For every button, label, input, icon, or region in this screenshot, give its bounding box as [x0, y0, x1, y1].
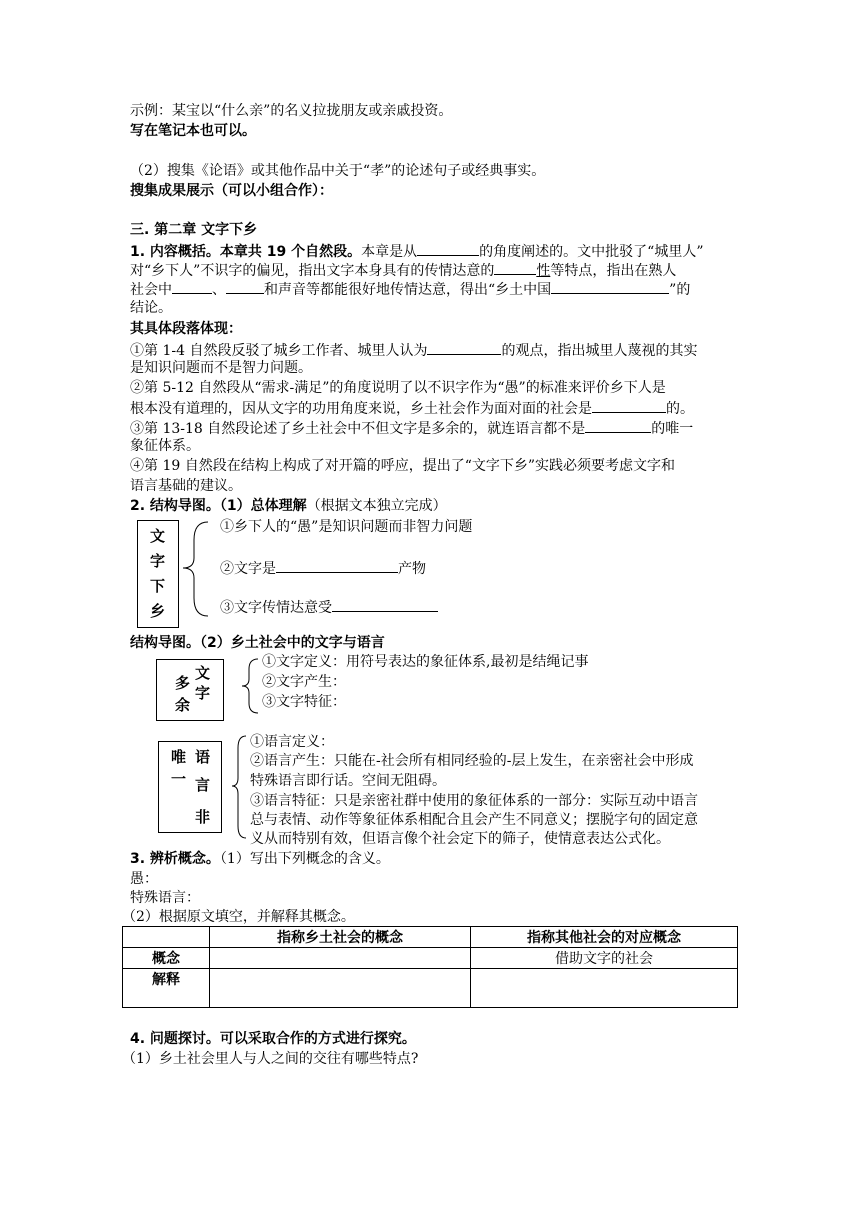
box-char: 唯 [171, 748, 187, 766]
text: 等特点，指出在熟人 [550, 263, 677, 279]
detail-4-line-1: ④第 19 自然段在结构上构成了对开篇的呼应，提出了“文字下乡”实践必须要考虑文字和 [130, 458, 676, 474]
fill-blank[interactable] [427, 340, 501, 355]
map-1-item-3 [220, 597, 438, 618]
map-2-brace-2 [230, 734, 248, 844]
table-header-cell: 指称乡土社会的概念 [210, 927, 471, 948]
fill-blank[interactable] [551, 279, 669, 294]
detail-4-line-2: 语言基础的建议。 [130, 478, 242, 494]
fill-blank[interactable] [592, 398, 666, 413]
map-1-heading [130, 497, 447, 516]
table-cell: 借助文字的社会 [471, 948, 738, 969]
text: ②文字是 [220, 561, 276, 577]
concepts-heading [130, 850, 390, 869]
map-2-box-language [158, 741, 222, 833]
table-cell: 概念 [123, 948, 210, 969]
text: 的观点，指出城里人蔑视的其实 [501, 343, 698, 359]
text: ”的 [669, 282, 691, 298]
text: 2. 结构导图。（1）总体理解 [130, 498, 307, 514]
text: 的角度阐述的。文中批驳了“城里人” [479, 244, 704, 260]
text: 的。 [666, 401, 694, 417]
map-2-box-1-item: ③文字特征： [262, 694, 346, 710]
text: 的唯一 [651, 421, 694, 437]
text: 社会中 [130, 282, 172, 298]
fill-blank[interactable] [417, 241, 479, 256]
table-cell[interactable] [471, 969, 738, 1008]
map-2-box-2-item: 总与表情、动作等象征体系相配合且会产生不同意义；摆脱字句的固定意 [250, 812, 698, 828]
map-2-box-surplus [156, 659, 224, 721]
concept-special-language: 特殊语言： [130, 890, 200, 906]
section-3-heading: 三. 第二章 文字下乡 [130, 222, 258, 238]
text: 3. 辨析概念。 [130, 851, 220, 867]
table-row [123, 948, 738, 969]
fill-blank[interactable] [585, 418, 651, 433]
fill-blank[interactable] [226, 279, 264, 294]
map-1-item-1: ①乡下人的“愚”是知识问题而非智力问题 [220, 519, 473, 535]
table-header-cell [123, 927, 210, 948]
content-summary-line-1 [130, 241, 704, 262]
table-cell[interactable] [210, 948, 471, 969]
map-2-box-2-item: ②语言产生：只能在-社会所有相同经验的-层上发生，在亲密社会中形成 [250, 753, 694, 769]
section-4-heading: 4. 问题探讨。可以采取合作的方式进行探究。 [130, 1031, 416, 1047]
detail-2-line-2 [130, 398, 694, 419]
box-char: 文 [195, 664, 211, 682]
detail-heading: 其具体段落体现： [130, 321, 242, 337]
notebook-note: 写在笔记本也可以。 [130, 123, 256, 139]
detail-1-line-2: 是知识问题而不是智力问题。 [130, 360, 312, 376]
text: 和声音等都能很好地传情达意，得出“乡土中国 [264, 282, 552, 298]
content-summary-line-3 [130, 279, 690, 300]
table-cell[interactable] [210, 969, 471, 1008]
box-char: 文 [150, 527, 166, 545]
box-char: 语 [195, 748, 211, 766]
text: ③文字传情达意受 [220, 600, 332, 616]
table-header-cell: 指称其他社会的对应概念 [471, 927, 738, 948]
map-2-box-1-item: ②文字产生： [262, 674, 346, 690]
text: 产物 [398, 561, 426, 577]
fill-blank[interactable] [172, 279, 212, 294]
text: 、 [212, 282, 226, 298]
map-2-box-1-item: ①文字定义：用符号表达的象征体系,最初是结绳记事 [262, 654, 589, 670]
concept-yu: 愚： [130, 871, 158, 887]
example-text: 示例：某宝以“什么亲”的名义拉拢朋友或亲戚投资。 [130, 103, 453, 119]
fill-blank[interactable] [276, 558, 398, 573]
section-4-question-1: （1）乡土社会里人与人之间的交往有哪些特点? [122, 1051, 419, 1067]
task-2-result-label: 搜集成果展示（可以小组合作）： [130, 183, 333, 199]
box-char: 字 [195, 684, 211, 702]
detail-1-line-1 [130, 340, 697, 361]
box-char: 余 [175, 696, 191, 714]
box-char: 一 [171, 770, 187, 788]
map-2-heading: 结构导图。（2）乡土社会中的文字与语言 [130, 635, 385, 651]
text: ③第 13-18 自然段论述了乡土社会中不但文字是多余的，就连语言都不是 [130, 421, 586, 437]
detail-3-line-1 [130, 418, 693, 439]
fill-blank[interactable] [494, 260, 536, 275]
map-2-box-2-item: 特殊语言即行话。空间无阻碍。 [250, 773, 446, 789]
map-1-item-2 [220, 558, 426, 579]
box-char: 非 [195, 808, 211, 826]
text: 对“乡下人”不识字的偏见，指出文字本身具有的传情达意的 [130, 263, 495, 279]
table-cell: 解释 [123, 969, 210, 1008]
box-char: 下 [150, 577, 166, 595]
text: 本章是从 [361, 244, 418, 260]
fill-blank[interactable] [332, 597, 438, 612]
concepts-task-2: （2）根据原文填空，并解释其概念。 [122, 909, 355, 925]
task-2-text: （2）搜集《论语》或其他作品中关于“孝”的论述句子或经典事实。 [130, 163, 546, 179]
text: 性 [536, 263, 551, 279]
content-summary-label: 1. 内容概括。本章共 19 个自然段。 [130, 244, 362, 260]
box-char: 乡 [150, 602, 166, 620]
map-2-brace-1 [240, 657, 260, 717]
detail-2-line-1: ②第 5-12 自然段从“需求-满足”的角度说明了以不识字作为“愚”的标准来评价乡下人是 [130, 380, 666, 396]
content-summary-line-2 [130, 260, 676, 281]
map-2-box-2-item: ③语言特征：只是亲密社群中使用的象征体系的一部分：实际互动中语言 [250, 793, 698, 809]
map-1-brace [180, 520, 210, 620]
table-row [123, 969, 738, 1008]
map-2-box-2-item: ①语言定义： [250, 734, 334, 750]
map-1-title-box [137, 520, 179, 628]
content-summary-line-4: 结论。 [130, 300, 172, 316]
concept-table [122, 926, 738, 1008]
text: 根本没有道理的，因从文字的功用角度来说，乡土社会作为面对面的社会是 [130, 401, 592, 417]
text: （1）写出下列概念的含义。 [219, 851, 390, 867]
text: （根据文本独立完成） [306, 498, 447, 514]
box-char: 字 [150, 552, 166, 570]
detail-3-line-2: 象征体系。 [130, 438, 200, 454]
box-char: 多 [175, 674, 191, 692]
table-header-row [123, 927, 738, 948]
text: ①第 1-4 自然段反驳了城乡工作者、城里人认为 [130, 343, 428, 359]
box-char: 言 [195, 776, 211, 794]
map-2-box-2-item: 义从而特别有效，但语言像个社会定下的筛子，使情意表达公式化。 [250, 831, 670, 847]
